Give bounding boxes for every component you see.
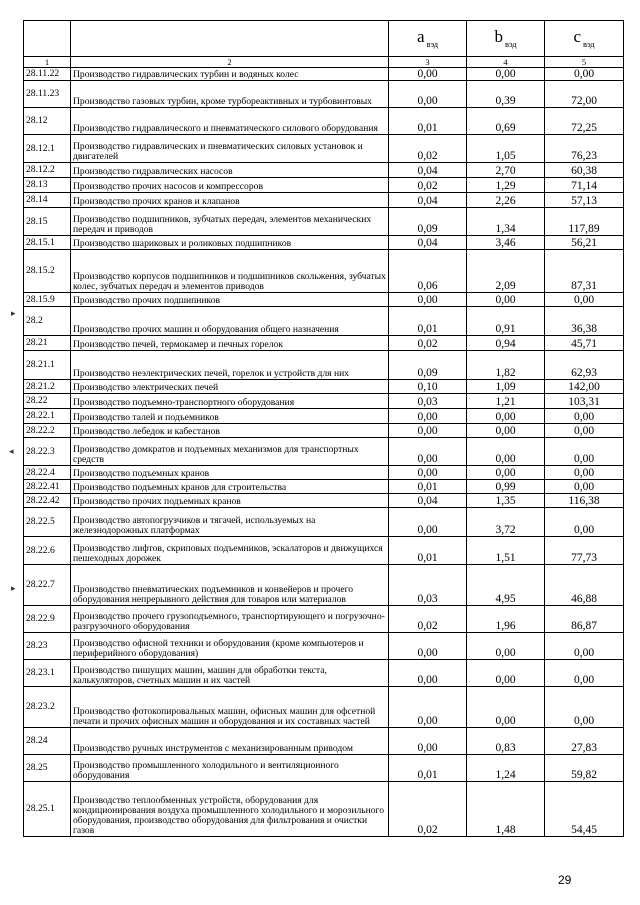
row-name: Производство подъемных кранов для строительства (71, 480, 389, 494)
row-value-a: 0,00 (389, 68, 467, 81)
page-number: 29 (558, 873, 572, 887)
row-value-c: 0,00 (545, 438, 624, 466)
row-name: Производство промышленного холодильного и вентиляционного оборудования (71, 755, 389, 782)
row-code: 28.23.1 (24, 660, 71, 687)
row-value-b: 0,00 (467, 633, 545, 660)
row-value-c: 87,31 (545, 250, 624, 293)
row-name: Производство неэлектрических печей, горелок и устройств для них (71, 351, 389, 380)
row-code: 28.15.9 (24, 293, 71, 307)
row-value-c: 36,38 (545, 307, 624, 336)
table-row (24, 307, 624, 336)
table-row (24, 336, 624, 351)
row-value-a: 0,01 (389, 755, 467, 782)
row-code: 28.23 (24, 633, 71, 660)
row-value-a: 0,00 (389, 633, 467, 660)
row-code: 28.15.1 (24, 236, 71, 250)
row-name: Производство прочих кранов и клапанов (71, 193, 389, 208)
row-value-c: 72,25 (545, 108, 624, 135)
row-value-b: 0,69 (467, 108, 545, 135)
row-value-a: 0,01 (389, 537, 467, 565)
row-code: 28.22.1 (24, 409, 71, 424)
row-name: Производство ручных инструментов с механизированным приводом (71, 728, 389, 755)
row-value-a: 0,03 (389, 394, 467, 409)
row-value-b: 0,00 (467, 409, 545, 424)
row-name: Производство талей и подъемников (71, 409, 389, 424)
row-code: 28.15 (24, 208, 71, 236)
row-value-b: 0,00 (467, 466, 545, 480)
row-code: 28.22.5 (24, 508, 71, 537)
table-row (24, 208, 624, 236)
row-code: 28.22.41 (24, 480, 71, 494)
table-row (24, 606, 624, 633)
row-name: Производство гидравлических и пневматических силовых установок и двигателей (71, 135, 389, 163)
row-value-c: 72,00 (545, 81, 624, 108)
table-row (24, 193, 624, 208)
row-value-c: 116,38 (545, 494, 624, 508)
row-name: Производство гидравлических турбин и водяных колес (71, 68, 389, 81)
header-b-sub: вэд (504, 38, 517, 49)
row-code: 28.22.9 (24, 606, 71, 633)
column-number: 4 (467, 57, 545, 68)
row-code: 28.22.7 (24, 565, 71, 606)
row-value-b: 2,26 (467, 193, 545, 208)
row-value-c: 76,23 (545, 135, 624, 163)
row-value-b: 0,00 (467, 424, 545, 438)
row-value-b: 1,34 (467, 208, 545, 236)
row-value-a: 0,01 (389, 307, 467, 336)
row-value-c: 71,14 (545, 178, 624, 193)
header-empty-code (24, 21, 71, 57)
row-value-c: 57,13 (545, 193, 624, 208)
table-row (24, 293, 624, 307)
table-row (24, 537, 624, 565)
table-row (24, 728, 624, 755)
row-value-b: 1,51 (467, 537, 545, 565)
header-b (467, 21, 545, 57)
table-row (24, 351, 624, 380)
header-b-letter: b (494, 27, 503, 47)
row-name: Производство лебедок и кабестанов (71, 424, 389, 438)
row-value-c: 45,71 (545, 336, 624, 351)
header-row-numbers (24, 57, 624, 68)
row-value-c: 56,21 (545, 236, 624, 250)
row-name: Производство подшипников, зубчатых передач, элементов механических передач и приводов (71, 208, 389, 236)
row-value-c: 0,00 (545, 466, 624, 480)
header-c-letter: c (573, 27, 581, 47)
table-row (24, 424, 624, 438)
row-value-b: 0,00 (467, 660, 545, 687)
row-name: Производство теплообменных устройств, оборудования для кондиционирования воздуха промышленного холодильного и морозильного оборудования, производство оборудования для фильтрования и очистки газов (71, 782, 389, 837)
row-value-c: 60,38 (545, 163, 624, 178)
row-code: 28.22 (24, 394, 71, 409)
row-code: 28.24 (24, 728, 71, 755)
table-row (24, 660, 624, 687)
row-value-c: 0,00 (545, 660, 624, 687)
row-value-a: 0,04 (389, 236, 467, 250)
table-row (24, 494, 624, 508)
row-code: 28.21 (24, 336, 71, 351)
row-code: 28.12.1 (24, 135, 71, 163)
margin-mark-icon: ▸ (11, 309, 16, 319)
header-a-letter: a (416, 27, 425, 47)
row-name: Производство подъемно-транспортного оборудования (71, 394, 389, 409)
row-value-b: 0,94 (467, 336, 545, 351)
table-row (24, 409, 624, 424)
row-name: Производство пишущих машин, машин для обработки текста, калькуляторов, счетных машин и их частей (71, 660, 389, 687)
row-code: 28.22.2 (24, 424, 71, 438)
row-value-b: 1,05 (467, 135, 545, 163)
row-value-b: 1,24 (467, 755, 545, 782)
row-value-b: 1,96 (467, 606, 545, 633)
row-name: Производство шариковых и роликовых подшипников (71, 236, 389, 250)
row-value-c: 27,83 (545, 728, 624, 755)
row-name: Производство прочих подъемных кранов (71, 494, 389, 508)
margin-mark-icon: ▸ (11, 584, 16, 594)
row-value-c: 46,88 (545, 565, 624, 606)
table-row (24, 135, 624, 163)
table-row (24, 108, 624, 135)
row-value-b: 0,99 (467, 480, 545, 494)
row-code: 28.15.2 (24, 250, 71, 293)
row-code: 28.22.42 (24, 494, 71, 508)
table-row (24, 755, 624, 782)
row-value-b: 3,72 (467, 508, 545, 537)
row-value-a: 0,02 (389, 178, 467, 193)
table-row (24, 178, 624, 193)
row-code: 28.2 (24, 307, 71, 336)
row-value-c: 103,31 (545, 394, 624, 409)
row-code: 28.21.2 (24, 380, 71, 394)
row-value-a: 0,00 (389, 424, 467, 438)
row-value-a: 0,01 (389, 480, 467, 494)
table-row (24, 380, 624, 394)
row-value-b: 1,35 (467, 494, 545, 508)
table-body (24, 68, 624, 837)
row-name: Производство гидравлического и пневматического силового оборудования (71, 108, 389, 135)
row-code: 28.25 (24, 755, 71, 782)
table-row (24, 687, 624, 728)
table-row (24, 438, 624, 466)
row-value-b: 4,95 (467, 565, 545, 606)
row-value-a: 0,00 (389, 508, 467, 537)
row-code: 28.12 (24, 108, 71, 135)
row-value-c: 0,00 (545, 687, 624, 728)
row-name: Производство гидравлических насосов (71, 163, 389, 178)
row-value-b: 1,21 (467, 394, 545, 409)
row-value-b: 1,29 (467, 178, 545, 193)
row-value-a: 0,00 (389, 466, 467, 480)
header-c-sub: вэд (583, 38, 595, 49)
table-row (24, 565, 624, 606)
row-name: Производство печей, термокамер и печных горелок (71, 336, 389, 351)
row-code: 28.22.6 (24, 537, 71, 565)
row-name: Производство подъемных кранов (71, 466, 389, 480)
row-value-c: 0,00 (545, 68, 624, 81)
data-table (23, 20, 624, 837)
row-value-b: 2,70 (467, 163, 545, 178)
row-value-c: 0,00 (545, 508, 624, 537)
row-value-a: 0,01 (389, 108, 467, 135)
row-value-c: 0,00 (545, 480, 624, 494)
row-name: Производство прочих подшипников (71, 293, 389, 307)
row-value-a: 0,03 (389, 565, 467, 606)
row-name: Производство домкратов и подъемных механизмов для транспортных средств (71, 438, 389, 466)
header-a-sub: вэд (426, 38, 439, 49)
row-name: Производство пневматических подъемников и конвейеров и прочего оборудования непрерывного действия для товаров или материалов (71, 565, 389, 606)
header-c (545, 21, 624, 57)
row-code: 28.25.1 (24, 782, 71, 837)
row-value-a: 0,00 (389, 293, 467, 307)
table-row (24, 633, 624, 660)
row-code: 28.21.1 (24, 351, 71, 380)
row-code: 28.13 (24, 178, 71, 193)
table-row (24, 508, 624, 537)
row-name: Производство фотокопировальных машин, офисных машин для офсетной печати и прочих офисных машин и оборудования и их составных частей (71, 687, 389, 728)
row-value-b: 0,39 (467, 81, 545, 108)
row-value-a: 0,09 (389, 208, 467, 236)
row-value-c: 0,00 (545, 424, 624, 438)
row-name: Производство автопогрузчиков и тягачей, используемых на железнодорожных платформах (71, 508, 389, 537)
row-value-a: 0,00 (389, 660, 467, 687)
row-code: 28.22.4 (24, 466, 71, 480)
row-value-a: 0,02 (389, 336, 467, 351)
row-value-a: 0,00 (389, 687, 467, 728)
table-row (24, 81, 624, 108)
column-number: 1 (24, 57, 71, 68)
row-value-b: 1,82 (467, 351, 545, 380)
row-value-b: 2,09 (467, 250, 545, 293)
row-value-a: 0,04 (389, 494, 467, 508)
row-value-c: 86,87 (545, 606, 624, 633)
header-empty-name (71, 21, 389, 57)
row-value-b: 0,00 (467, 438, 545, 466)
row-value-a: 0,00 (389, 81, 467, 108)
table-row (24, 163, 624, 178)
row-value-a: 0,10 (389, 380, 467, 394)
column-number: 3 (389, 57, 467, 68)
row-value-a: 0,02 (389, 782, 467, 837)
table-row (24, 466, 624, 480)
row-name: Производство прочих машин и оборудования общего назначения (71, 307, 389, 336)
row-name: Производство электрических печей (71, 380, 389, 394)
table-row (24, 250, 624, 293)
row-value-c: 0,00 (545, 409, 624, 424)
row-code: 28.11.23 (24, 81, 71, 108)
row-value-a: 0,02 (389, 135, 467, 163)
row-code: 28.23.2 (24, 687, 71, 728)
table-row (24, 782, 624, 837)
column-number: 5 (545, 57, 624, 68)
row-name: Производство прочего грузоподъемного, транспортирующего и погрузочно-разгрузочного оборудования (71, 606, 389, 633)
row-value-b: 1,48 (467, 782, 545, 837)
row-value-b: 3,46 (467, 236, 545, 250)
row-value-b: 0,83 (467, 728, 545, 755)
row-value-a: 0,04 (389, 193, 467, 208)
row-code: 28.14 (24, 193, 71, 208)
row-value-c: 54,45 (545, 782, 624, 837)
row-value-c: 0,00 (545, 633, 624, 660)
row-name: Производство офисной техники и оборудования (кроме компьютеров и периферийного оборудования) (71, 633, 389, 660)
row-value-a: 0,00 (389, 438, 467, 466)
row-name: Производство прочих насосов и компрессоров (71, 178, 389, 193)
row-code: 28.11.22 (24, 68, 71, 81)
row-value-c: 117,89 (545, 208, 624, 236)
header-row-symbols (24, 21, 624, 57)
row-value-b: 0,00 (467, 687, 545, 728)
row-value-b: 0,91 (467, 307, 545, 336)
table-row (24, 236, 624, 250)
header-a (389, 21, 467, 57)
table-row (24, 480, 624, 494)
row-value-a: 0,00 (389, 409, 467, 424)
table-row (24, 68, 624, 81)
row-value-a: 0,09 (389, 351, 467, 380)
row-name: Производство корпусов подшипников и подшипников скольжения, зубчатых колес, зубчатых передач и элементов приводов (71, 250, 389, 293)
row-value-a: 0,04 (389, 163, 467, 178)
row-value-c: 62,93 (545, 351, 624, 380)
row-code: 28.12.2 (24, 163, 71, 178)
row-value-c: 77,73 (545, 537, 624, 565)
table-row (24, 394, 624, 409)
row-value-b: 0,00 (467, 68, 545, 81)
row-value-a: 0,00 (389, 728, 467, 755)
row-name: Производство газовых турбин, кроме турбореактивных и турбовинтовых (71, 81, 389, 108)
row-value-b: 0,00 (467, 293, 545, 307)
margin-mark-icon: ◂ (9, 447, 14, 457)
row-value-a: 0,02 (389, 606, 467, 633)
row-code: 28.22.3 (24, 438, 71, 466)
row-value-c: 142,00 (545, 380, 624, 394)
column-number: 2 (71, 57, 389, 68)
row-value-b: 1,09 (467, 380, 545, 394)
row-name: Производство лифтов, скриповых подъемников, эскалаторов и движущихся пешеходных дорожек (71, 537, 389, 565)
row-value-c: 0,00 (545, 293, 624, 307)
row-value-c: 59,82 (545, 755, 624, 782)
row-value-a: 0,06 (389, 250, 467, 293)
